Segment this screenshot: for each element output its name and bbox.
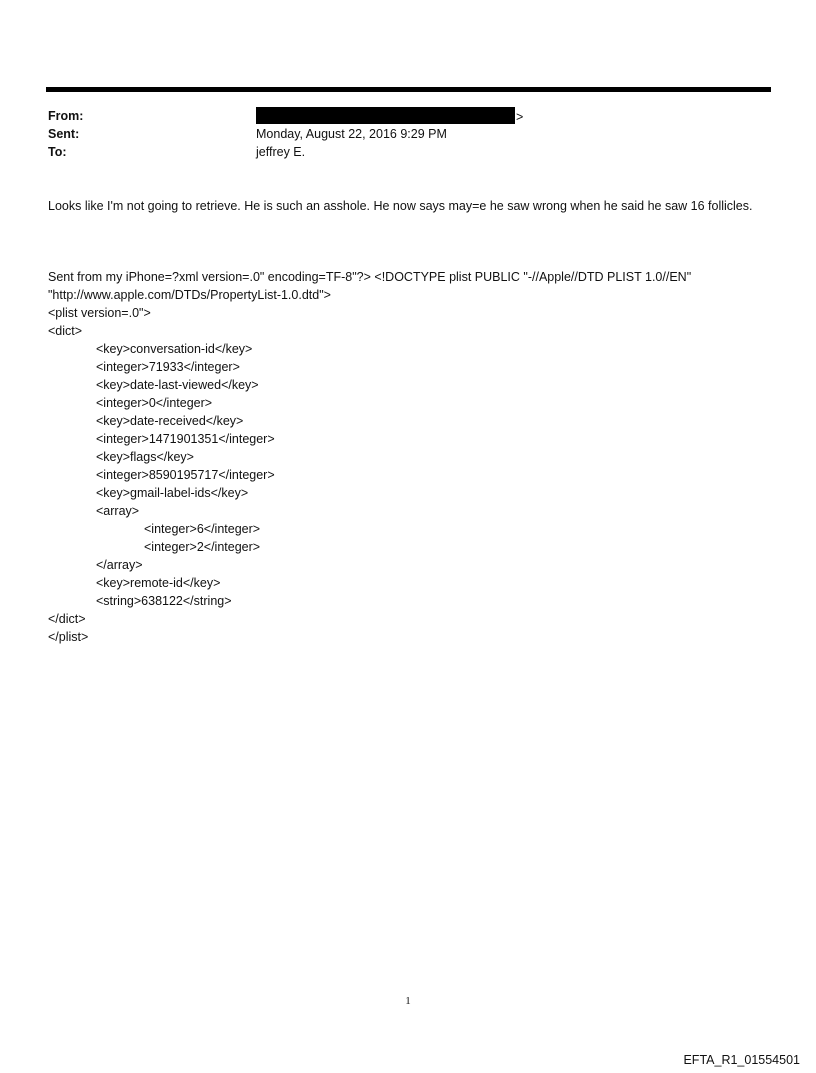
bates-id: EFTA_R1_01554501 xyxy=(683,1053,800,1067)
from-label: From: xyxy=(48,109,84,123)
signature-line: Sent from my iPhone=?xml version=.0" encoding=TF-8"?> <!DOCTYPE plist PUBLIC "-//Apple//DTD PLIST 1.0//EN" xyxy=(48,270,692,284)
signature-line-2: "http://www.apple.com/DTDs/PropertyList-1.0.dtd"> xyxy=(48,288,331,302)
xml-line: <integer>1471901351</integer> xyxy=(96,432,275,446)
xml-line: <string>638122</string> xyxy=(96,594,232,608)
xml-line: <integer>6</integer> xyxy=(144,522,261,536)
xml-line: <integer>0</integer> xyxy=(96,396,213,410)
to-label: To: xyxy=(48,145,67,159)
xml-line: <dict> xyxy=(48,324,83,338)
header-rule xyxy=(46,87,771,92)
message-body: Looks like I'm not going to retrieve. He is such an asshole. He now says may=e he saw wrong when he said he saw 16 follicles. xyxy=(48,199,753,213)
xml-line: <array> xyxy=(96,504,140,518)
xml-line: <key>flags</key> xyxy=(96,450,194,464)
page-number: 1 xyxy=(405,995,411,1007)
to-value: jeffrey E. xyxy=(256,145,306,159)
plist-xml-block xyxy=(48,304,275,646)
xml-line: <key>date-received</key> xyxy=(96,414,244,428)
xml-line: <key>conversation-id</key> xyxy=(96,342,253,356)
xml-line: <integer>2</integer> xyxy=(144,540,261,554)
xml-line: </array> xyxy=(96,558,143,572)
redaction-block xyxy=(256,107,515,124)
xml-line: </plist> xyxy=(48,630,89,644)
xml-line: </dict> xyxy=(48,612,86,626)
sent-value: Monday, August 22, 2016 9:29 PM xyxy=(256,127,447,141)
xml-line: <integer>71933</integer> xyxy=(96,360,240,374)
xml-line: <plist version=.0"> xyxy=(48,306,151,320)
sent-label: Sent: xyxy=(48,127,80,141)
xml-line: <key>gmail-label-ids</key> xyxy=(96,486,249,500)
from-value-tail: > xyxy=(516,110,524,124)
xml-line: <integer>8590195717</integer> xyxy=(96,468,275,482)
xml-line: <key>remote-id</key> xyxy=(96,576,221,590)
xml-line: <key>date-last-viewed</key> xyxy=(96,378,259,392)
